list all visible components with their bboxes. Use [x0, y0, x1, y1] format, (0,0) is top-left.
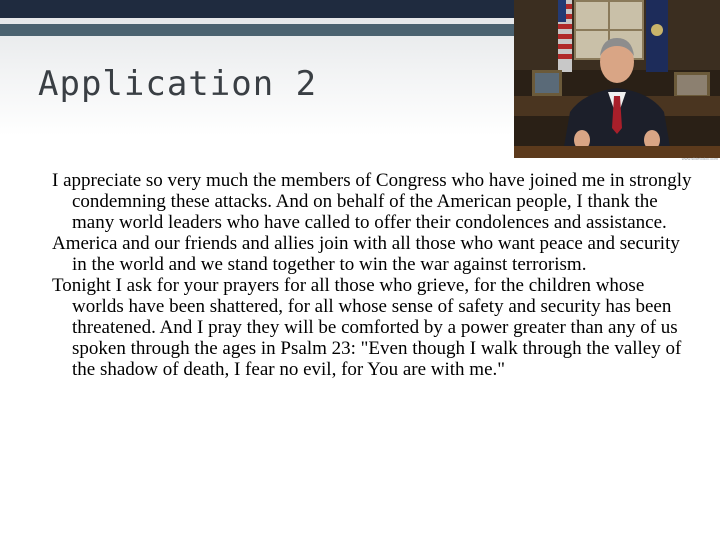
- presidential-address-photo: [514, 0, 720, 158]
- paragraph-3: Tonight I ask for your prayers for all those who grieve, for the children whose worlds have been shattered, for all whose sense of safety and security has been threatened. And I pray they will be comforted by a power greater than any of us spoken through the ages in Psalm 23: "Even though I walk through the valley of the shadow of death, I fear no evil, for You are with me.": [52, 275, 682, 380]
- title-band-stripe: [0, 24, 540, 36]
- paragraph-1: I appreciate so very much the members of Congress who have joined me in strongly condemning these attacks. And on behalf of the American people, I thank the many world leaders who have called to offer their condolences and assistance.: [52, 170, 692, 233]
- body-text: [52, 170, 692, 380]
- photo-credit-caption: www.slidetodoc.com: [681, 156, 718, 161]
- slide-title: Application 2: [38, 64, 318, 104]
- paragraph-2: America and our friends and allies join with all those who want peace and security in the world and we stand together to win the war against terrorism.: [52, 233, 680, 275]
